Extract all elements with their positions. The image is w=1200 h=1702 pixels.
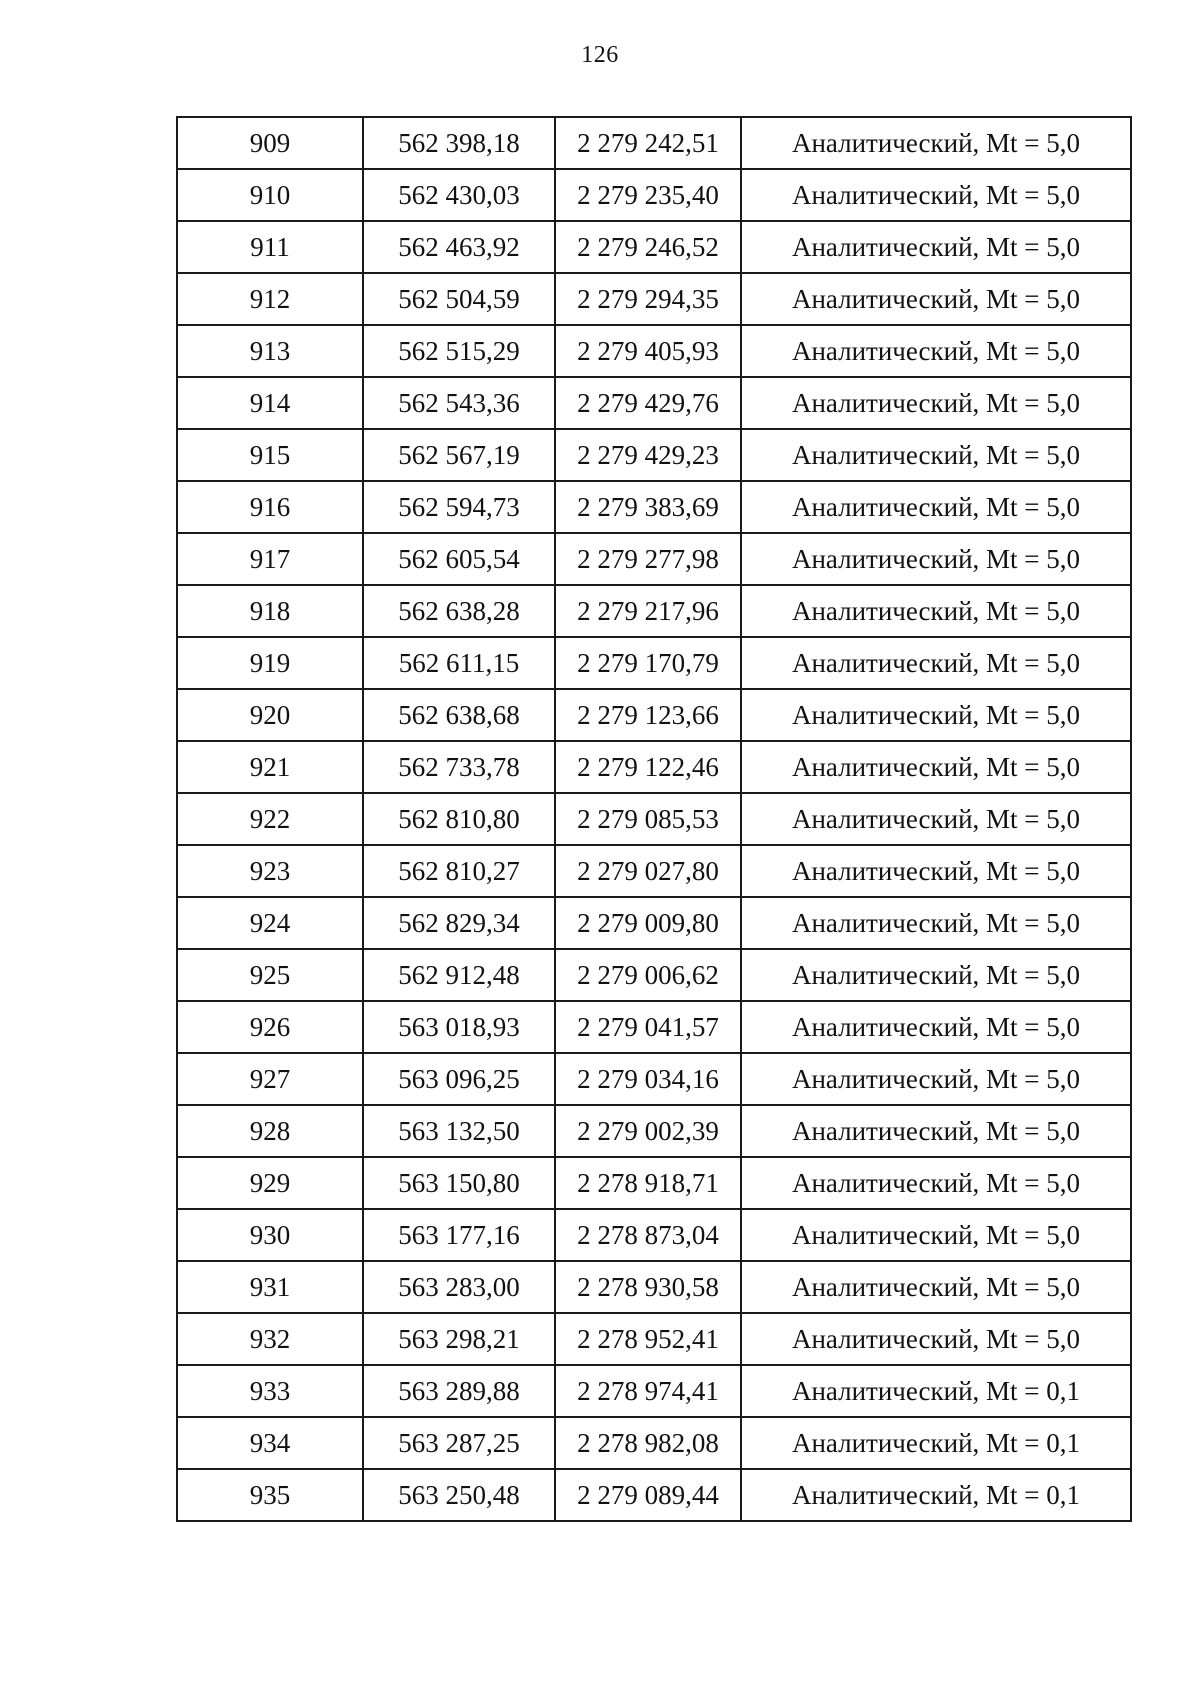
table-row (177, 1469, 1131, 1521)
accuracy-method-cell: Аналитический, Mt = 5,0 (741, 533, 1131, 585)
accuracy-method-cell: Аналитический, Mt = 5,0 (741, 637, 1131, 689)
coordinate-x-cell: 562 594,73 (363, 481, 555, 533)
coordinate-y-cell: 2 278 974,41 (555, 1365, 741, 1417)
accuracy-method-cell: Аналитический, Mt = 5,0 (741, 325, 1131, 377)
coordinate-x-cell: 562 810,80 (363, 793, 555, 845)
coordinate-y-cell: 2 279 027,80 (555, 845, 741, 897)
coordinate-y-cell: 2 279 217,96 (555, 585, 741, 637)
point-number-cell: 924 (177, 897, 363, 949)
coordinate-y-cell: 2 278 873,04 (555, 1209, 741, 1261)
coordinate-y-cell: 2 279 085,53 (555, 793, 741, 845)
point-number-cell: 911 (177, 221, 363, 273)
point-number-cell: 933 (177, 1365, 363, 1417)
coordinate-y-cell: 2 279 383,69 (555, 481, 741, 533)
coordinate-x-cell: 562 605,54 (363, 533, 555, 585)
point-number-cell: 919 (177, 637, 363, 689)
coordinate-x-cell: 562 515,29 (363, 325, 555, 377)
coordinate-x-cell: 562 829,34 (363, 897, 555, 949)
point-number-cell: 928 (177, 1105, 363, 1157)
point-number-cell: 930 (177, 1209, 363, 1261)
table-row (177, 689, 1131, 741)
accuracy-method-cell: Аналитический, Mt = 5,0 (741, 1261, 1131, 1313)
coordinate-y-cell: 2 279 235,40 (555, 169, 741, 221)
accuracy-method-cell: Аналитический, Mt = 0,1 (741, 1469, 1131, 1521)
accuracy-method-cell: Аналитический, Mt = 5,0 (741, 845, 1131, 897)
coordinate-x-cell: 563 018,93 (363, 1001, 555, 1053)
table-row (177, 169, 1131, 221)
coordinate-y-cell: 2 279 242,51 (555, 117, 741, 169)
coordinate-x-cell: 563 096,25 (363, 1053, 555, 1105)
coordinate-y-cell: 2 279 041,57 (555, 1001, 741, 1053)
point-number-cell: 915 (177, 429, 363, 481)
coordinate-y-cell: 2 278 930,58 (555, 1261, 741, 1313)
coordinate-y-cell: 2 279 246,52 (555, 221, 741, 273)
table-row (177, 273, 1131, 325)
table-row (177, 1105, 1131, 1157)
coordinate-y-cell: 2 279 405,93 (555, 325, 741, 377)
accuracy-method-cell: Аналитический, Mt = 5,0 (741, 897, 1131, 949)
point-number-cell: 932 (177, 1313, 363, 1365)
coordinate-y-cell: 2 279 009,80 (555, 897, 741, 949)
accuracy-method-cell: Аналитический, Mt = 5,0 (741, 741, 1131, 793)
coordinate-x-cell: 563 298,21 (363, 1313, 555, 1365)
accuracy-method-cell: Аналитический, Mt = 5,0 (741, 793, 1131, 845)
accuracy-method-cell: Аналитический, Mt = 5,0 (741, 1105, 1131, 1157)
coordinate-x-cell: 562 398,18 (363, 117, 555, 169)
table-row (177, 741, 1131, 793)
coordinate-x-cell: 562 912,48 (363, 949, 555, 1001)
coordinate-x-cell: 563 287,25 (363, 1417, 555, 1469)
coordinate-y-cell: 2 279 002,39 (555, 1105, 741, 1157)
coordinate-x-cell: 563 132,50 (363, 1105, 555, 1157)
coordinate-y-cell: 2 279 429,76 (555, 377, 741, 429)
table-row (177, 325, 1131, 377)
table-row (177, 429, 1131, 481)
coordinate-y-cell: 2 279 429,23 (555, 429, 741, 481)
table-row (177, 221, 1131, 273)
accuracy-method-cell: Аналитический, Mt = 5,0 (741, 481, 1131, 533)
table-row (177, 1313, 1131, 1365)
point-number-cell: 910 (177, 169, 363, 221)
coordinate-y-cell: 2 278 952,41 (555, 1313, 741, 1365)
point-number-cell: 927 (177, 1053, 363, 1105)
point-number-cell: 921 (177, 741, 363, 793)
accuracy-method-cell: Аналитический, Mt = 5,0 (741, 1157, 1131, 1209)
coordinate-x-cell: 563 283,00 (363, 1261, 555, 1313)
table-row (177, 1417, 1131, 1469)
point-number-cell: 929 (177, 1157, 363, 1209)
coordinate-y-cell: 2 278 918,71 (555, 1157, 741, 1209)
accuracy-method-cell: Аналитический, Mt = 5,0 (741, 585, 1131, 637)
table-row (177, 1157, 1131, 1209)
coordinate-y-cell: 2 279 006,62 (555, 949, 741, 1001)
point-number-cell: 922 (177, 793, 363, 845)
accuracy-method-cell: Аналитический, Mt = 5,0 (741, 1001, 1131, 1053)
accuracy-method-cell: Аналитический, Mt = 5,0 (741, 117, 1131, 169)
point-number-cell: 918 (177, 585, 363, 637)
table-row (177, 1209, 1131, 1261)
table-row (177, 949, 1131, 1001)
coordinate-x-cell: 562 504,59 (363, 273, 555, 325)
coordinate-y-cell: 2 279 277,98 (555, 533, 741, 585)
accuracy-method-cell: Аналитический, Mt = 5,0 (741, 273, 1131, 325)
accuracy-method-cell: Аналитический, Mt = 5,0 (741, 377, 1131, 429)
coordinate-x-cell: 562 430,03 (363, 169, 555, 221)
accuracy-method-cell: Аналитический, Mt = 0,1 (741, 1365, 1131, 1417)
accuracy-method-cell: Аналитический, Mt = 5,0 (741, 429, 1131, 481)
coordinate-x-cell: 562 463,92 (363, 221, 555, 273)
table-row (177, 117, 1131, 169)
point-number-cell: 917 (177, 533, 363, 585)
coordinate-x-cell: 562 567,19 (363, 429, 555, 481)
table-row (177, 1261, 1131, 1313)
coordinate-x-cell: 562 543,36 (363, 377, 555, 429)
coordinate-x-cell: 563 150,80 (363, 1157, 555, 1209)
accuracy-method-cell: Аналитический, Mt = 5,0 (741, 169, 1131, 221)
coordinate-y-cell: 2 279 034,16 (555, 1053, 741, 1105)
coordinates-table (176, 116, 1132, 1522)
coordinate-x-cell: 562 611,15 (363, 637, 555, 689)
point-number-cell: 909 (177, 117, 363, 169)
table-row (177, 793, 1131, 845)
coordinate-x-cell: 562 638,68 (363, 689, 555, 741)
table-row (177, 1365, 1131, 1417)
coordinate-x-cell: 563 289,88 (363, 1365, 555, 1417)
point-number-cell: 923 (177, 845, 363, 897)
coordinate-x-cell: 562 810,27 (363, 845, 555, 897)
coordinates-table-body (177, 117, 1131, 1521)
accuracy-method-cell: Аналитический, Mt = 5,0 (741, 221, 1131, 273)
coordinate-y-cell: 2 279 294,35 (555, 273, 741, 325)
table-row (177, 533, 1131, 585)
accuracy-method-cell: Аналитический, Mt = 0,1 (741, 1417, 1131, 1469)
coordinate-y-cell: 2 279 170,79 (555, 637, 741, 689)
coordinate-y-cell: 2 279 122,46 (555, 741, 741, 793)
table-row (177, 377, 1131, 429)
point-number-cell: 914 (177, 377, 363, 429)
table-row (177, 481, 1131, 533)
point-number-cell: 934 (177, 1417, 363, 1469)
table-row (177, 637, 1131, 689)
page-number: 126 (581, 42, 619, 68)
accuracy-method-cell: Аналитический, Mt = 5,0 (741, 1053, 1131, 1105)
coordinate-x-cell: 562 638,28 (363, 585, 555, 637)
coordinate-x-cell: 562 733,78 (363, 741, 555, 793)
coordinate-y-cell: 2 278 982,08 (555, 1417, 741, 1469)
table-row (177, 845, 1131, 897)
point-number-cell: 931 (177, 1261, 363, 1313)
coordinate-y-cell: 2 279 123,66 (555, 689, 741, 741)
table-row (177, 585, 1131, 637)
coordinate-y-cell: 2 279 089,44 (555, 1469, 741, 1521)
accuracy-method-cell: Аналитический, Mt = 5,0 (741, 949, 1131, 1001)
coordinate-x-cell: 563 177,16 (363, 1209, 555, 1261)
point-number-cell: 935 (177, 1469, 363, 1521)
table-row (177, 897, 1131, 949)
accuracy-method-cell: Аналитический, Mt = 5,0 (741, 1313, 1131, 1365)
point-number-cell: 916 (177, 481, 363, 533)
point-number-cell: 926 (177, 1001, 363, 1053)
accuracy-method-cell: Аналитический, Mt = 5,0 (741, 1209, 1131, 1261)
coordinate-x-cell: 563 250,48 (363, 1469, 555, 1521)
point-number-cell: 912 (177, 273, 363, 325)
table-row (177, 1001, 1131, 1053)
point-number-cell: 925 (177, 949, 363, 1001)
point-number-cell: 913 (177, 325, 363, 377)
table-row (177, 1053, 1131, 1105)
accuracy-method-cell: Аналитический, Mt = 5,0 (741, 689, 1131, 741)
point-number-cell: 920 (177, 689, 363, 741)
